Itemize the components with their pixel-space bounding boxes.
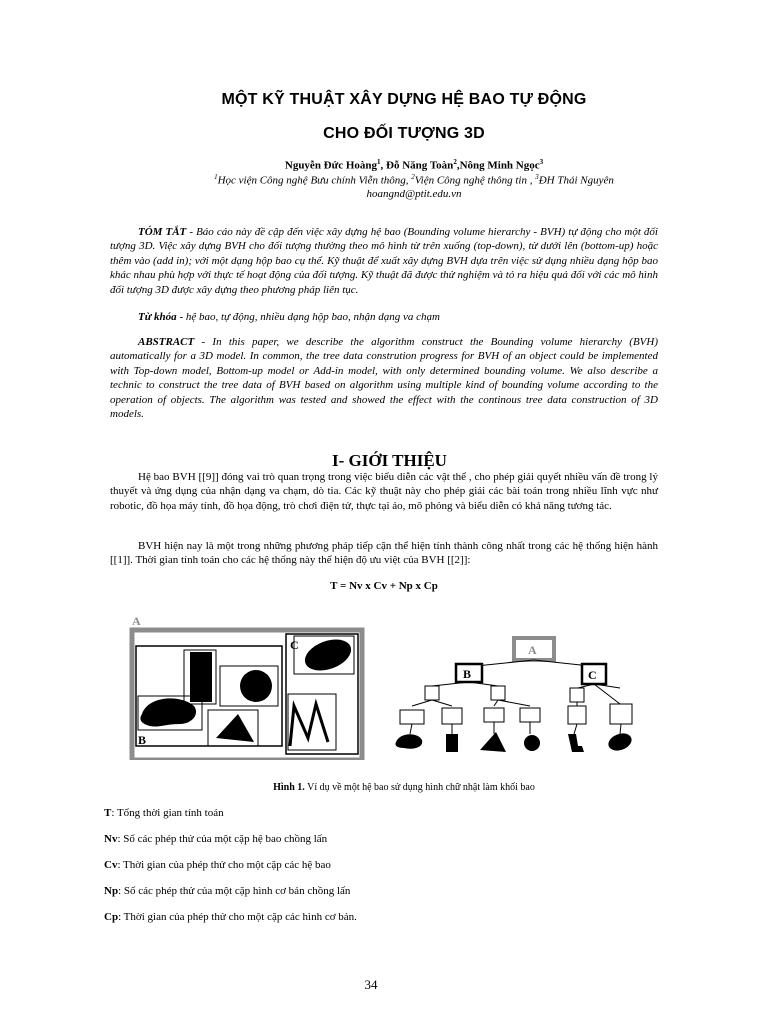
definition-nv: Nv: Số các phép thử của một cặp hệ bao chồng lấn [104,833,328,845]
intro-paragraph-2: BVH hiện nay là một trong những phương pháp tiếp cận thể hiện tính thành công nhất trong các hệ thống hiện hành [[1]]. Thời gian tính toán cho các hệ thống này thể hiện độ ưu việt của BVH [[2]]: [110,540,658,567]
affiliations: $^1$Học viện Công nghệ Bưu chính Viễn thông, $^2$Viện Công nghệ thông tin , $^3$ĐH Thái Nguyên [214,173,614,187]
definition-cp: Cp: Thời gian của phép thử cho một cặp các hình cơ bản. [104,911,357,923]
author-email: hoangnd@ptit.edu.vn [366,188,462,200]
tree-label-c: C [588,668,597,682]
author-list: Nguyễn Đức Hoàng$^1$, Đỗ Năng Toàn$^2$,Nông Minh Ngọc$^3$ [284,158,544,172]
zigzag-shape [290,704,328,746]
definition-cv: Cv: Thời gian của phép thử cho một cặp các hệ bao [104,859,331,871]
figure-label-a: A [132,614,141,628]
paper-title-line-1: MỘT KỸ THUẬT XÂY DỰNG HỆ BAO TỰ ĐỘNG [221,91,587,108]
tree-label-a: A [528,643,537,657]
figure-label-b: B [138,733,147,747]
abstract-english: ABSTRACT - In this paper, we describe the algorithm construct the Bounding volume hierarchy (BVH) automatically for a 3D model. In common, the tree data constrution progress for BVH of an object could be implemented with Top-down model, Bottom-up model or Add-in model, with only determined bounding volume. We also describe a technic to construct the tree data of BVH based on algorithm using multiple kind of bounding volume according to the operation of objects. The algorithm was tested and showed the effect with the continous tree data construction of 3D models. [110,336,658,421]
circle-shape [240,670,272,702]
section-heading-introduction: I- GIỚI THIỆU [332,451,447,470]
abstract-vietnamese: TÓM TẮT - Báo cáo này đề cập đến việc xây dựng hệ bao (Bounding volume hierarchy - BVH) tự động cho một đối tượng 3D. Việc xây dựng BVH cho đối tượng thường theo mô hình từ trên xuống (top-down), từ dưới lên (bottom-up) hoặc thêm vào (add in); với một dạng hộp bao cụ thể. Kỹ thuật để xuất xây dựng BVH dựa trên việc sử dụng nhiều dạng hộp bao khác nhau phù hợp với thực tế hoạt động của đối tượng. Kỹ thuật đã được thử nghiệm và tỏ ra hiệu quả đối với các mô hình đối tượng 3D được xây dựng theo phương pháp liên tục. [110,226,658,296]
triangle-shape [216,714,254,742]
page-number: 34 [364,977,378,992]
figure-bvh-example [120,610,650,760]
intro-paragraph-1: Hệ bao BVH [[9]] đóng vai trò quan trọng trong việc biểu diễn các vật thể , cho phép giải quyết nhiều vấn đề trong lý thuyết và ứng dụng của nhận dạng va chạm, dò tia. Các kỹ thuật này cho phép giải các bài toán trong nhiều lĩnh vực như robotic, đồ họa máy tính, đồ họa động, trò chơi điện tử, thực tại ảo, mô phỏng và biểu diễn có khả năng tương tác. [110,471,658,512]
keywords: Từ khóa - hệ bao, tự động, nhiều dạng hộp bao, nhận dạng va chạm [138,311,440,323]
blob-shape [140,698,196,726]
definition-t: T: Tổng thời gian tính toán [104,807,224,819]
paper-title-line-2: CHO ĐỐI TƯỢNG 3D [323,125,485,142]
time-formula: T = Nv x Cv + Np x Cp [330,580,438,592]
definition-np: Np: Số các phép thử của một cặp hình cơ bản chồng lấn [104,885,351,897]
figure-label-c: C [290,638,299,652]
rectangle-shape [190,652,212,702]
tree-label-b: B [463,667,472,681]
ellipse-shape [301,634,356,677]
figure-caption: Hình 1. Ví dụ về một hệ bao sử dụng hình chữ nhật làm khối bao [273,782,535,793]
